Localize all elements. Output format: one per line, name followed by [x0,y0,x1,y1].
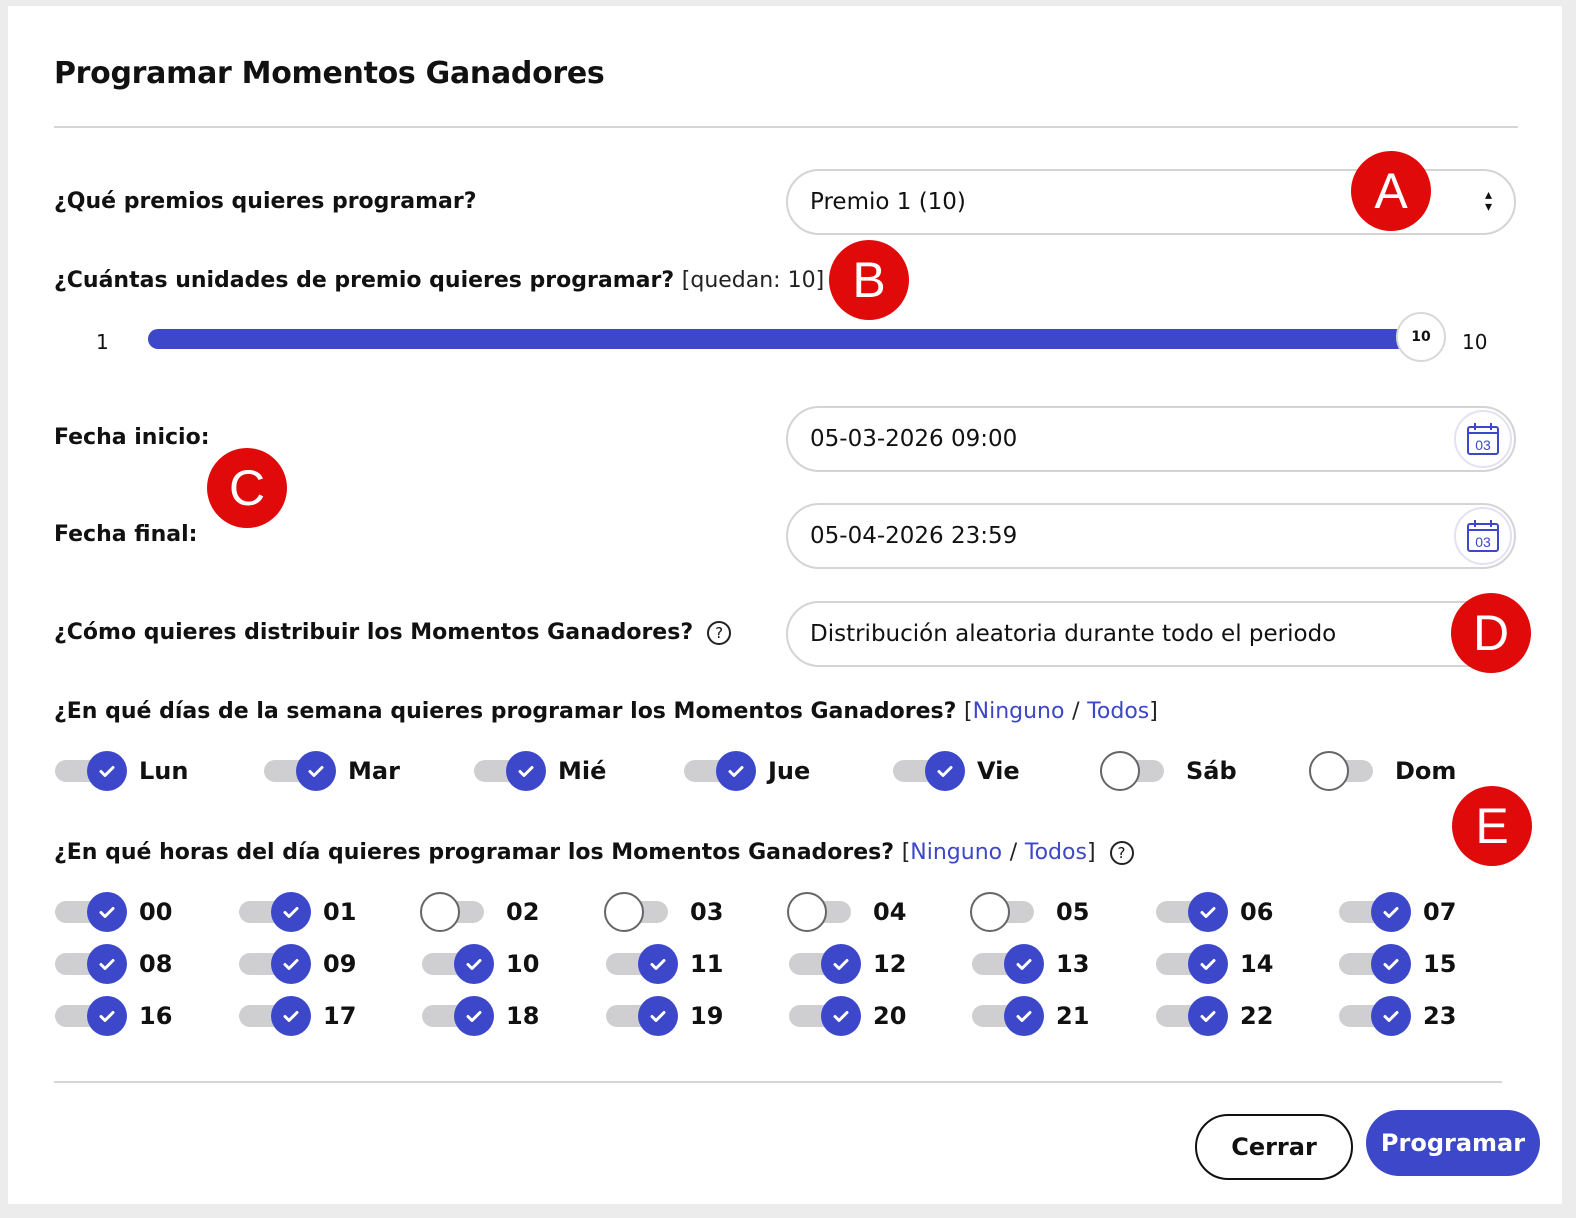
hour-toggle[interactable] [1339,944,1456,984]
check-icon [821,996,861,1036]
hours-label [54,840,1134,865]
toggle-label: Mié [558,757,607,785]
toggle-label: 08 [139,950,173,978]
marker-d: D [1451,593,1531,673]
end-date-value: 05-04-2026 23:59 [810,523,1018,549]
hour-toggle[interactable] [55,892,172,932]
units-slider-thumb[interactable]: 10 [1396,312,1446,362]
hour-toggle[interactable] [606,892,723,932]
check-icon [925,751,965,791]
toggle-label: 12 [873,950,907,978]
select-arrows-icon: ▴ ▾ [1484,187,1492,215]
toggle-label: 20 [873,1002,907,1030]
hour-toggle[interactable] [1339,892,1456,932]
end-date-input[interactable] [786,503,1516,569]
toggle-label: 16 [139,1002,173,1030]
calendar-icon[interactable] [1454,410,1512,468]
check-icon [1188,996,1228,1036]
check-icon [1188,944,1228,984]
toggle-label: 10 [506,950,540,978]
toggle-track[interactable] [789,953,851,975]
day-toggle[interactable] [264,751,400,791]
dialog-title: Programar Momentos Ganadores [54,56,605,91]
toggle-track[interactable] [1339,953,1401,975]
toggle-label: 23 [1423,1002,1457,1030]
hour-toggle[interactable] [1339,996,1456,1036]
day-toggle[interactable] [1102,751,1237,791]
toggle-label: 14 [1240,950,1274,978]
hour-toggle[interactable] [422,996,539,1036]
toggle-track[interactable] [972,1005,1034,1027]
check-icon [1188,892,1228,932]
toggle-label: 00 [139,898,173,926]
toggle-track[interactable] [1156,901,1218,923]
toggle-track[interactable] [239,1005,301,1027]
toggle-label: 05 [1056,898,1090,926]
units-remaining: [quedan: 10] [681,268,825,293]
check-icon [1004,996,1044,1036]
toggle-label: 06 [1240,898,1274,926]
toggle-label: Dom [1395,757,1457,785]
toggle-label: 07 [1423,898,1457,926]
toggle-track[interactable] [1339,1005,1401,1027]
toggle-track[interactable] [1339,901,1401,923]
check-icon [296,751,336,791]
hour-toggle[interactable] [1156,996,1273,1036]
toggle-label: Vie [977,757,1020,785]
calendar-icon[interactable] [1454,507,1512,565]
days-all-link[interactable]: Todos [1087,699,1150,724]
days-question: ¿En qué días de la semana quieres programar los Momentos Ganadores? [54,699,957,724]
toggle-label: 22 [1240,1002,1274,1030]
toggle-knob [1309,751,1349,791]
toggle-label: 04 [873,898,907,926]
toggle-track[interactable] [789,901,851,923]
hour-toggle[interactable] [55,996,172,1036]
check-icon [716,751,756,791]
toggle-track[interactable] [606,953,668,975]
check-icon [506,751,546,791]
toggle-track[interactable] [239,953,301,975]
close-button[interactable]: Cerrar [1195,1114,1353,1180]
toggle-track[interactable] [606,1005,668,1027]
marker-a: A [1351,151,1431,231]
check-icon [1371,892,1411,932]
calendar-day: 03 [1475,534,1491,550]
marker-b: B [829,240,909,320]
hour-toggle[interactable] [789,996,906,1036]
end-date-label: Fecha final: [54,522,198,547]
toggle-knob [1100,751,1140,791]
divider [54,126,1518,128]
hour-toggle[interactable] [239,892,356,932]
toggle-label: 02 [506,898,540,926]
toggle-label: 11 [690,950,724,978]
check-icon [638,944,678,984]
hours-all-link[interactable]: Todos [1024,840,1087,865]
separator: / [1072,699,1080,724]
hour-toggle[interactable] [422,892,539,932]
toggle-label: Sáb [1186,757,1237,785]
toggle-knob [604,892,644,932]
toggle-label: 03 [690,898,724,926]
hour-toggle[interactable] [606,996,723,1036]
distribution-question: ¿Cómo quieres distribuir los Momentos Ganadores? [54,620,694,645]
slider-max: 10 [1462,330,1488,354]
distribution-select[interactable] [786,601,1516,667]
check-icon [87,996,127,1036]
toggle-track[interactable] [55,1005,117,1027]
distribution-label [54,620,731,645]
check-icon [638,996,678,1036]
toggle-label: 19 [690,1002,724,1030]
calendar-day: 03 [1475,437,1491,453]
toggle-label: 17 [323,1002,357,1030]
check-icon [1371,944,1411,984]
submit-button[interactable]: Programar [1366,1110,1540,1176]
prize-value: Premio 1 (10) [810,189,966,215]
toggle-track[interactable] [1311,760,1373,782]
toggle-label: 18 [506,1002,540,1030]
toggle-track[interactable] [972,953,1034,975]
start-date-label: Fecha inicio: [54,425,210,450]
bracket: [ [964,699,973,724]
check-icon [454,996,494,1036]
footer-divider [54,1081,1502,1083]
toggle-track[interactable] [789,1005,851,1027]
hour-toggle[interactable] [1156,892,1273,932]
hour-toggle[interactable] [239,996,356,1036]
units-slider-track[interactable] [148,329,1418,349]
help-icon[interactable]: ? [707,621,731,645]
distribution-value: Distribución aleatoria durante todo el periodo [810,621,1337,647]
separator: / [1009,840,1018,865]
toggle-label: Lun [139,757,189,785]
day-toggle[interactable] [55,751,188,791]
bracket: [ [901,840,911,865]
hours-none-link[interactable]: Ninguno [910,840,1003,865]
start-date-input[interactable] [786,406,1516,472]
hour-toggle[interactable] [789,944,906,984]
days-label [54,699,1158,724]
toggle-track[interactable] [606,901,668,923]
day-toggle[interactable] [474,751,606,791]
check-icon [454,944,494,984]
toggle-track[interactable] [1156,953,1218,975]
toggle-track[interactable] [972,901,1034,923]
hour-toggle[interactable] [789,892,906,932]
start-date-value: 05-03-2026 09:00 [810,426,1018,452]
toggle-label: 09 [323,950,357,978]
check-icon [271,944,311,984]
toggle-knob [970,892,1010,932]
day-toggle[interactable] [684,751,810,791]
toggle-label: Jue [768,757,811,785]
toggle-knob [787,892,827,932]
units-label [54,268,824,293]
hour-toggle[interactable] [55,944,172,984]
toggle-track[interactable] [264,760,326,782]
marker-c: C [207,448,287,528]
hour-toggle[interactable] [1156,944,1273,984]
toggle-label: 15 [1423,950,1457,978]
toggle-track[interactable] [239,901,301,923]
hour-toggle[interactable] [972,996,1089,1036]
hour-toggle[interactable] [422,944,539,984]
toggle-label: 13 [1056,950,1090,978]
toggle-track[interactable] [474,760,536,782]
hours-question: ¿En qué horas del día quieres programar los Momentos Ganadores? [54,840,895,865]
toggle-track[interactable] [422,953,484,975]
check-icon [87,892,127,932]
help-icon[interactable]: ? [1110,841,1134,865]
toggle-track[interactable] [893,760,955,782]
bracket: ] [1086,840,1096,865]
hour-toggle[interactable] [972,892,1089,932]
check-icon [1371,996,1411,1036]
toggle-track[interactable] [422,901,484,923]
check-icon [821,944,861,984]
check-icon [271,892,311,932]
day-toggle[interactable] [893,751,1020,791]
toggle-label: 21 [1056,1002,1090,1030]
toggle-track[interactable] [1156,1005,1218,1027]
toggle-label: 01 [323,898,357,926]
check-icon [87,751,127,791]
marker-e: E [1452,786,1532,866]
slider-min: 1 [96,330,109,354]
units-question: ¿Cuántas unidades de premio quieres programar? [54,268,675,293]
toggle-track[interactable] [684,760,746,782]
day-toggle[interactable] [1311,751,1456,791]
toggle-label: Mar [348,757,400,785]
toggle-knob [420,892,460,932]
hour-toggle[interactable] [606,944,723,984]
check-icon [271,996,311,1036]
days-none-link[interactable]: Ninguno [972,699,1065,724]
hour-toggle[interactable] [972,944,1089,984]
toggle-track[interactable] [422,1005,484,1027]
check-icon [1004,944,1044,984]
prize-label: ¿Qué premios quieres programar? [54,189,477,214]
check-icon [87,944,127,984]
bracket: ] [1149,699,1158,724]
hour-toggle[interactable] [239,944,356,984]
toggle-track[interactable] [55,953,117,975]
toggle-track[interactable] [55,901,117,923]
toggle-track[interactable] [1102,760,1164,782]
toggle-track[interactable] [55,760,117,782]
